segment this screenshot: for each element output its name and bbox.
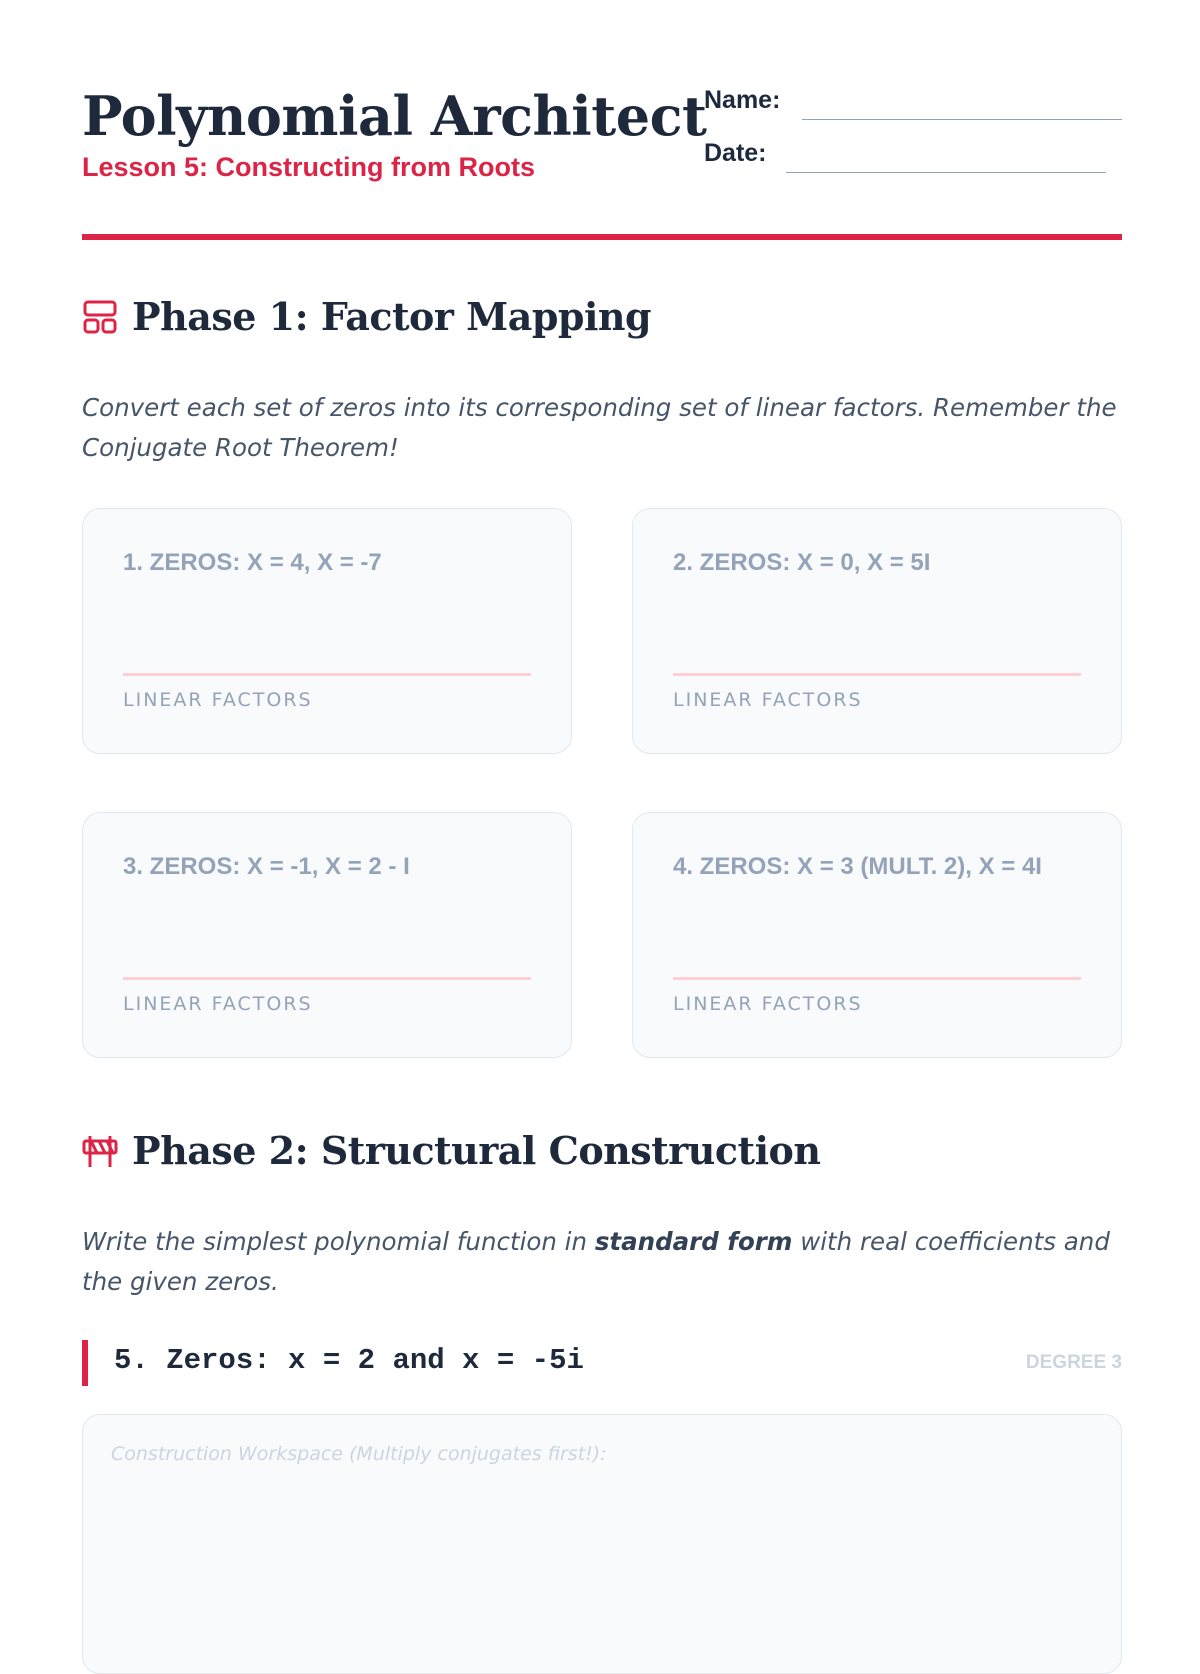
name-label: Name:	[704, 86, 781, 114]
answer-line[interactable]	[123, 673, 531, 676]
name-field[interactable]	[704, 86, 780, 115]
answer-label: LINEAR FACTORS	[123, 689, 313, 711]
factor-card-2	[632, 508, 1122, 754]
answer-line[interactable]	[673, 673, 1081, 676]
card-question: 3. ZEROS: X = -1, X = 2 - I	[123, 853, 410, 880]
worksheet-header	[82, 82, 1122, 242]
card-question: 4. ZEROS: X = 3 (MULT. 2), X = 4I	[673, 853, 1042, 880]
answer-label: LINEAR FACTORS	[123, 993, 313, 1015]
answer-line[interactable]	[673, 977, 1081, 980]
card-question: 2. ZEROS: X = 0, X = 5I	[673, 549, 931, 576]
problem-5	[82, 1340, 1122, 1386]
header-divider	[82, 234, 1122, 240]
phase1-heading	[82, 294, 651, 339]
problem-5-text: 5. Zeros: x = 2 and x = -5i	[114, 1344, 584, 1377]
name-blank-line[interactable]	[802, 119, 1122, 120]
phase2-instructions	[82, 1222, 1122, 1302]
lesson-subtitle: Lesson 5: Constructing from Roots	[82, 152, 536, 182]
factor-card-4	[632, 812, 1122, 1058]
instructions-text: with real coefficients and the given zeros.	[82, 1227, 1110, 1296]
instructions-emphasis: standard form	[594, 1227, 793, 1256]
phase1-instructions: Convert each set of zeros into its corresponding set of linear factors. Remember the Conjugate Root Theorem!	[82, 393, 1117, 462]
answer-line[interactable]	[123, 977, 531, 980]
construction-workspace[interactable]	[82, 1414, 1122, 1674]
layout-icon	[82, 299, 118, 335]
worksheet-title: Polynomial Architect	[82, 84, 707, 148]
date-label: Date:	[704, 139, 767, 167]
factor-card-1	[82, 508, 572, 754]
barrier-icon	[82, 1133, 118, 1169]
date-blank-line[interactable]	[786, 172, 1106, 173]
accent-bar	[82, 1340, 88, 1386]
answer-label: LINEAR FACTORS	[673, 689, 863, 711]
card-question: 1. ZEROS: X = 4, X = -7	[123, 549, 382, 576]
date-field[interactable]	[704, 139, 767, 168]
workspace-placeholder: Construction Workspace (Multiply conjugates first!):	[111, 1443, 607, 1465]
phase2-title: Phase 2: Structural Construction	[132, 1128, 821, 1173]
phase2-heading	[82, 1128, 821, 1173]
degree-badge: DEGREE 3	[1025, 1352, 1122, 1373]
answer-label: LINEAR FACTORS	[673, 993, 863, 1015]
factor-card-3	[82, 812, 572, 1058]
instructions-text: Write the simplest polynomial function in	[82, 1227, 595, 1256]
phase1-title: Phase 1: Factor Mapping	[132, 294, 652, 339]
